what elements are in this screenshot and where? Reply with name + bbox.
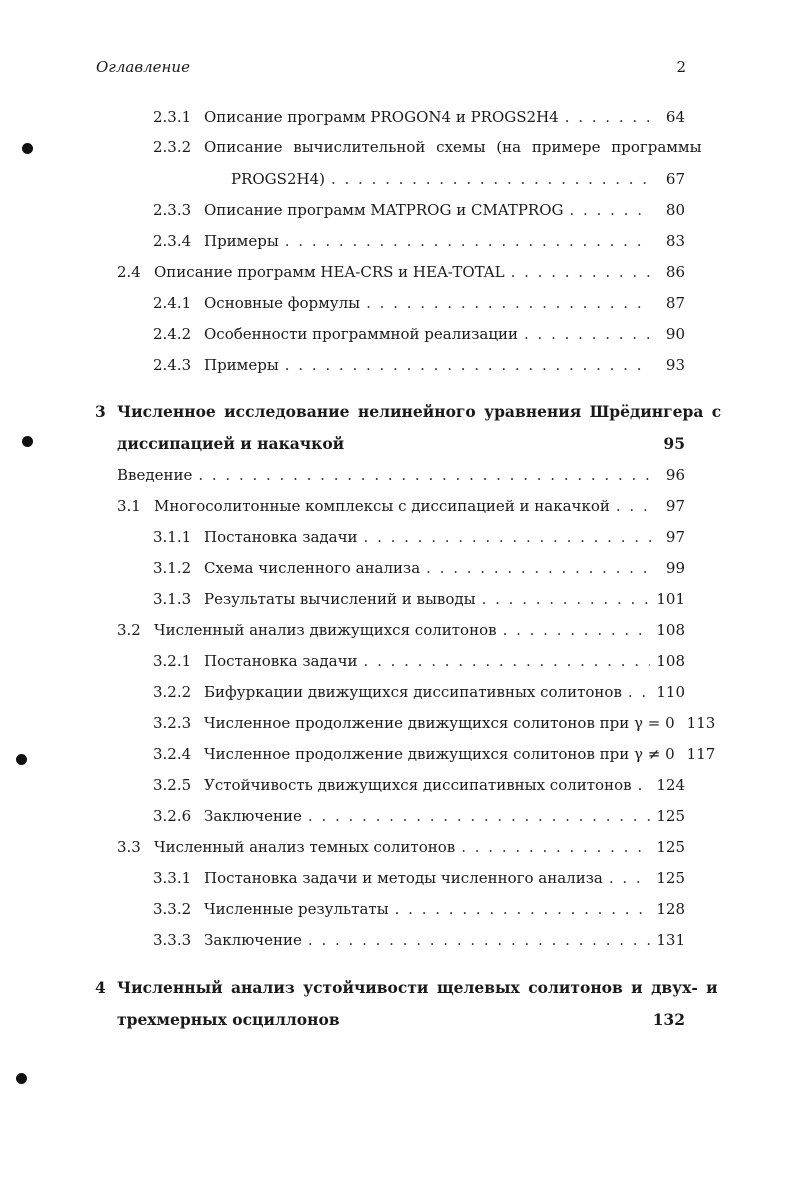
toc-entry-number: 3.2.3 [153,714,192,732]
toc-entry-page: 125 [656,807,685,825]
toc-entry-2-4-1[interactable] [153,293,685,313]
chapter-title-line2: диссипацией и накачкой [117,434,345,453]
toc-entry-page: 90 [665,325,685,343]
toc-entry-title: Примеры [204,356,279,374]
toc-entry-title: Описание программ PROGON4 и PROGS2H4 [204,108,559,126]
toc-entry-title: Основные формулы [204,294,361,312]
toc-entry-title: Бифуркации движущихся диссипативных солитонов [204,683,622,701]
toc-entry-title: Многосолитонные комплексы с диссипацией и накачкой [154,497,610,515]
toc-entry-2-3-2[interactable] [153,137,702,191]
toc-entry-page: 96 [665,466,685,484]
toc-chapter-3[interactable] [95,402,722,456]
toc-entry-title: Заключение [204,931,302,949]
toc-entry-title: Описание вычислительной схемы (на примере программы [204,138,702,156]
toc-entry-title: Численный анализ движущихся солитонов [154,621,497,639]
toc-entry-page: 67 [665,170,685,188]
toc-entry-2-4-2[interactable] [153,324,685,344]
leader-dots [395,899,651,919]
toc-entry-number: 2.3.4 [153,232,192,250]
toc-chapter-4[interactable] [95,978,718,1032]
toc-entry-2-4-3[interactable] [153,355,685,375]
leader-dots [308,930,650,950]
leader-dots [628,682,650,702]
toc-entry-2-3-3[interactable] [153,200,685,220]
toc-entry-page: 117 [686,745,716,763]
toc-entry-title: Постановка задачи [204,652,358,670]
toc-entry-page: 128 [656,900,685,918]
toc-entry-title: Численное продолжение движущихся солитонов при γ = 0 [204,714,675,732]
binder-hole-mark [16,754,27,765]
toc-entry-page: 93 [665,356,685,374]
toc-entry-title: Схема численного анализа [204,559,421,577]
toc-entry-number: 3.2.2 [153,683,192,701]
toc-entry-title: Описание программ HEA-CRS и HEA-TOTAL [154,263,505,281]
toc-entry-number: 3.2.4 [153,745,192,763]
toc-entry-number: 3.1.3 [153,590,192,608]
leader-dots [524,324,651,344]
toc-entry-number: 3.2.5 [153,776,192,794]
toc-entry-3-3[interactable] [117,837,685,857]
toc-entry-number: 3.1.1 [153,528,192,546]
leader-dots [511,262,651,282]
toc-entry-number: 2.3.3 [153,201,192,219]
chapter-page: 132 [652,1010,685,1029]
chapter-number: 3 [95,402,106,421]
toc-entry-number: 3.3.1 [153,869,192,887]
leader-dots [482,589,651,609]
page-number: 2 [676,58,686,76]
toc-entry-number: 3.2 [117,621,141,639]
toc-entry-page: 86 [665,263,685,281]
leader-dots [609,868,651,888]
chapter-title-line1: Численный анализ устойчивости щелевых солитонов и двух- и [117,978,718,997]
toc-entry-number: 2.4.1 [153,294,192,312]
toc-entry-3-3-1[interactable] [153,868,685,888]
toc-entry-page: 80 [665,201,685,219]
toc-entry-title: Постановка задачи [204,528,358,546]
toc-entry-title: Описание программ MATPROG и CMATPROG [204,201,564,219]
toc-entry-3-2[interactable] [117,620,685,640]
binder-hole-mark [16,1073,27,1084]
leader-dots [285,231,651,251]
leader-dots [461,837,650,857]
binder-hole-mark [22,143,33,154]
toc-entry-introduction[interactable] [117,465,685,485]
toc-entry-page: 131 [656,931,685,949]
toc-entry-page: 97 [665,497,685,515]
toc-entry-page: 124 [656,776,685,794]
leader-dots [565,107,651,127]
toc-entry-page: 110 [656,683,685,701]
leader-dots [364,651,651,671]
toc-entry-3-2-2[interactable] [153,682,685,702]
toc-entry-title: Введение [117,466,193,484]
toc-entry-3-2-3[interactable] [153,713,716,733]
toc-entry-3-2-1[interactable] [153,651,685,671]
chapter-title-line2: трехмерных осциллонов [117,1010,340,1029]
toc-entry-title: Примеры [204,232,279,250]
toc-entry-page: 108 [656,621,685,639]
toc-entry-page: 113 [686,714,716,732]
toc-entry-title: Результаты вычислений и выводы [204,590,476,608]
toc-entry-page: 125 [656,838,685,856]
leader-dots [331,169,651,189]
toc-entry-3-3-2[interactable] [153,899,685,919]
toc-entry-3-2-5[interactable] [153,775,685,795]
toc-entry-2-4[interactable] [117,262,685,282]
toc-entry-number: 3.3.3 [153,931,192,949]
toc-entry-title: Особенности программной реализации [204,325,519,343]
binder-hole-mark [22,436,33,447]
toc-entry-3-1-3[interactable] [153,589,685,609]
toc-entry-title: Устойчивость движущихся диссипативных солитонов [204,776,632,794]
leader-dots [366,293,651,313]
toc-entry-number: 3.3.2 [153,900,192,918]
toc-entry-3-1[interactable] [117,496,685,516]
toc-entry-page: 108 [656,652,685,670]
toc-entry-number: 2.4.3 [153,356,192,374]
chapter-title-line1: Численное исследование нелинейного уравнения Шрёдингера с [117,402,722,421]
toc-entry-page: 97 [665,528,685,546]
leader-dots [503,620,651,640]
toc-entry-3-2-6[interactable] [153,806,685,826]
toc-entry-number: 2.3.1 [153,108,192,126]
toc-entry-3-1-1[interactable] [153,527,685,547]
running-header-title: Оглавление [96,58,190,76]
leader-dots [570,200,651,220]
toc-entry-page: 101 [656,590,685,608]
toc-entry-title: Заключение [204,807,302,825]
toc-entry-number: 3.3 [117,838,141,856]
toc-entry-title: Постановка задачи и методы численного анализа [204,869,603,887]
toc-entry-number: 3.1 [117,497,141,515]
toc-entry-title: Численное продолжение движущихся солитонов при γ ≠ 0 [204,745,675,763]
toc-entry-number: 3.1.2 [153,559,192,577]
toc-entry-number: 2.4 [117,263,141,281]
toc-entry-page: 125 [656,869,685,887]
toc-entry-page: 83 [665,232,685,250]
chapter-number: 4 [95,978,106,997]
leader-dots [638,775,651,795]
toc-entry-title: Численный анализ темных солитонов [154,838,456,856]
toc-entry-number: 3.2.1 [153,652,192,670]
toc-entry-number: 2.4.2 [153,325,192,343]
toc-entry-page: 64 [665,108,685,126]
toc-entry-3-1-2[interactable] [153,558,685,578]
leader-dots [616,496,651,516]
leader-dots [364,527,651,547]
toc-entry-2-3-1[interactable] [153,107,685,127]
chapter-page: 95 [663,434,685,453]
toc-entry-2-3-4[interactable] [153,231,685,251]
toc-entry-number: 2.3.2 [153,138,192,156]
toc-entry-title: Численные результаты [204,900,389,918]
leader-dots [198,465,651,485]
toc-entry-number: 3.2.6 [153,807,192,825]
toc-entry-title-continued: PROGS2H4) [231,170,325,188]
toc-entry-3-3-3[interactable] [153,930,685,950]
leader-dots [426,558,651,578]
leader-dots [285,355,651,375]
toc-entry-page: 87 [665,294,685,312]
toc-entry-3-2-4[interactable] [153,744,716,764]
toc-entry-page: 99 [665,559,685,577]
leader-dots [308,806,650,826]
